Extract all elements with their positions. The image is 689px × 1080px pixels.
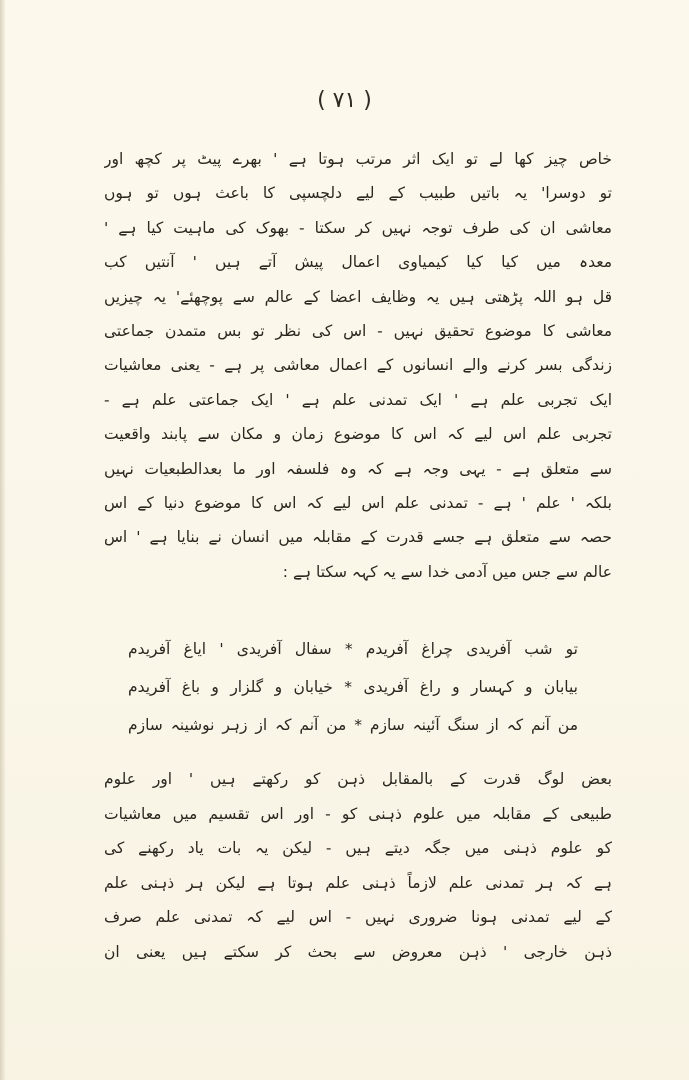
paragraph-2 (104, 762, 612, 970)
text-line: عالم سے جس میں آدمی خدا سے یہ کہہ سکتا ہے : (282, 562, 612, 581)
verse-line: من آنم کہ از سنگ آئینہ سازم * من آنم کہ از زہر نوشینہ سازم (128, 716, 578, 734)
text-line: حصہ سے متعلق ہے جسے قدرت کے مقابلہ میں انسان نے بنایا ہے ' اس (104, 528, 612, 547)
text-line: بعض لوگ قدرت کے بالمقابل ذہن کو رکھتے ہیں ' اور علوم (104, 770, 612, 788)
text-line: معاشی ان کی طرف توجہ نہیں کر سکتا - بھوک کی ماہیت کیا ہے ' (104, 218, 612, 237)
text-line: تو دوسرا' یہ باتیں طبیب کے لیے دلچسپی کا باعث ہوں تو ہوں (104, 184, 612, 203)
page-edge-shadow (0, 0, 6, 1080)
text-line: بلکہ ' علم ' ہے - تمدنی علم اس لیے کہ اس کا موضوع دنیا کے اس (104, 493, 612, 512)
text-line: تجربی علم اس لیے کہ اس کا موضوع زمان و مکان سے پابند واقعیت (104, 425, 612, 444)
text-line: ذہن خارجی ' ذہن معروض سے بحث کر سکتے ہیں یعنی ان (104, 942, 612, 961)
verse-line: تو شب آفریدی چراغ آفریدم * سفال آفریدی ' ایاغ آفریدم (128, 640, 578, 658)
text-line: ایک تجربی علم ہے ' ایک تمدنی علم ہے ' ایک جماعتی علم ہے - (104, 390, 612, 409)
text-line: معدہ میں کیا کیا کیمیاوی اعمال پیش آتے ہیں ' آنتیں کب (104, 253, 612, 272)
text-line: قل ہو اللہ پڑھتی ہیں یہ وظایف اعضا کے عالم سے پوچھئے' یہ چیزیں (104, 287, 612, 306)
text-line: خاص چیز کھا لے تو ایک اثر مرتب ہوتا ہے ' بھرے پیٹ پر کچھ اور (104, 150, 612, 168)
text-line: طبیعی کے مقابلہ میں علوم ذہنی کو - اور اس تقسیم میں معاشیات (104, 804, 612, 823)
text-line: زندگی بسر کرنے والے انسانوں کے اعمال معاشی پر ہے - یعنی معاشیات (104, 356, 612, 375)
text-line: کے لیے تمدنی ہونا ضروری نہیں - اس لیے کہ تمدنی علم صرف (104, 908, 612, 927)
text-line: کو علوم ذہنی میں جگہ دیتے ہیں - لیکن یہ بات یاد رکھنے کی (104, 839, 612, 858)
text-line: ہے کہ ہر تمدنی علم لازماً ذہنی علم ہوتا ہے لیکن ہر ذہنی علم (104, 873, 612, 892)
verse-line: بیابان و کہسار و راغ آفریدی * خیابان و گلزار و باغ آفریدم (128, 678, 578, 696)
text-line: معاشی کا موضوع تحقیق نہیں - اس کی نظر تو بس متمدن جماعتی (104, 321, 612, 340)
persian-verse-block (128, 630, 578, 744)
paragraph-1 (104, 142, 612, 589)
page-number: ( ۷۱ ) (317, 88, 372, 113)
text-line: سے متعلق ہے - یہی وجہ ہے کہ وہ فلسفہ اور ما بعدالطبعیات نہیں (104, 459, 612, 478)
